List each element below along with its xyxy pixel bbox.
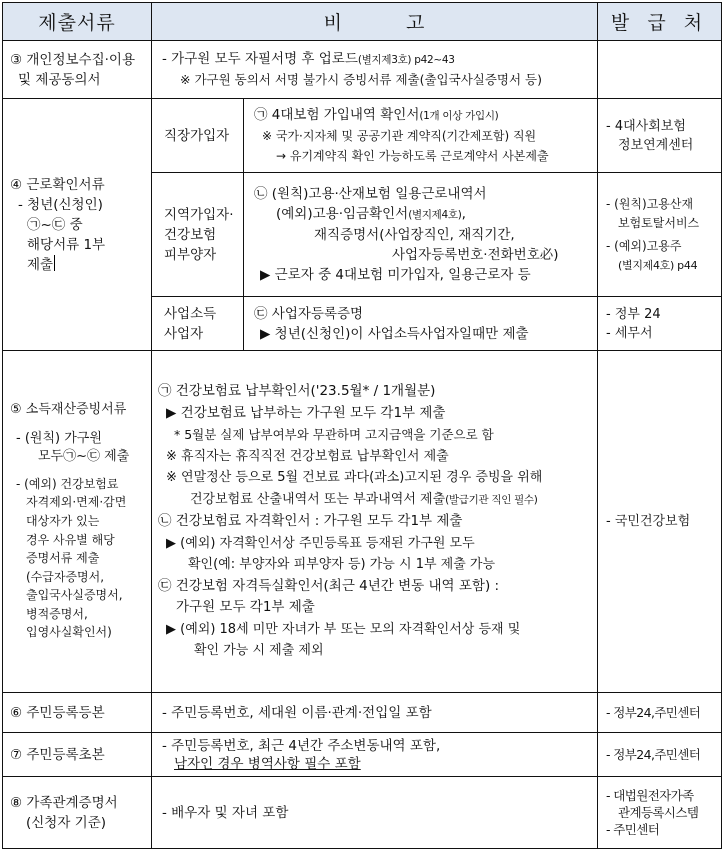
remark-line: ▶ (예외) 자격확인서상 주민등록표 등재된 가구원 모두 xyxy=(166,535,475,551)
issuer-line: - 대법원전자가족 xyxy=(606,788,694,803)
issuer-cell: - 정부24,주민센터 xyxy=(598,733,722,777)
doc-name-cont: (신청자 기준) xyxy=(26,814,107,831)
issuer-cell xyxy=(598,777,722,849)
category-cell xyxy=(152,173,244,297)
issuer-line: 보험토탈서비스 xyxy=(618,215,700,230)
remark-line: 재직증명서(사업장직인, 재직기간, xyxy=(314,227,515,243)
doc-exception: (수급자증명서, xyxy=(26,569,105,584)
remarks-cell xyxy=(244,99,598,173)
doc-name-cont: 및 제공동의서 xyxy=(18,71,101,88)
doc-cell xyxy=(3,41,152,99)
doc-exception: 입영사실확인서) xyxy=(26,625,112,640)
doc-exception: 자격제외·면제·감면 xyxy=(26,495,127,510)
category-label: 사업자 xyxy=(164,325,204,342)
remarks-cell xyxy=(244,297,598,351)
issuer-cell xyxy=(598,297,722,351)
remark-note: ※ 국가·지자체 및 공공기관 계약직(기간제포함) 직원 xyxy=(262,129,537,143)
issuer-line: - 정부 24 xyxy=(606,306,661,322)
issuer-line: (별지제4호) p44 xyxy=(618,258,698,272)
remark-line: ㉠ 4대보험 가입내역 확인서(1개 이상 가입시) xyxy=(254,107,499,123)
table-row-resident-register xyxy=(3,693,722,733)
category-label: 사업소득 xyxy=(164,305,217,322)
header-issuer: 발 급 처 xyxy=(598,3,722,41)
remark-line: ㉡ (원칙)고용·산재보험 일용근로내역서 xyxy=(254,186,487,202)
text-cursor xyxy=(54,255,55,271)
remark-line: ▶ (예외) 18세 미만 자녀가 부 또는 모의 자격확인서상 등재 및 xyxy=(166,621,521,637)
table-row-employment-sub1 xyxy=(3,99,722,173)
doc-principle: 모두㉠~㉢ 제출 xyxy=(38,449,130,465)
issuer-line: - 주민센터 xyxy=(606,822,660,837)
issuer-line: - 4대사회보험 xyxy=(606,118,686,134)
doc-name: ⑧ 가족관계증명서 xyxy=(10,794,118,811)
header-remarks: 비 고 xyxy=(152,3,598,41)
remark-line: 확인(예: 부양자와 피부양자 등) 가능 시 1부 제출 가능 xyxy=(188,557,496,573)
remark-line: 확인 가능 시 제출 제외 xyxy=(194,643,324,659)
doc-exception: - (예외) 건강보험료 xyxy=(16,476,119,491)
remark-heading: ㉡ 건강보험료 자격확인서 : 가구원 모두 각1부 제출 xyxy=(158,513,463,530)
doc-cell xyxy=(3,777,152,849)
header-row xyxy=(3,3,722,41)
issuer-line: - (예외)고용주 xyxy=(606,238,682,253)
category-label: 직장가입자 xyxy=(164,127,230,144)
remark-line: ▶ 근로자 중 4대보험 미가입자, 일용근로자 등 xyxy=(260,267,531,283)
remark-line: ㉢ 사업자등록증명 xyxy=(254,305,364,322)
remark-note: 건강보험료 산출내역서 또는 부과내역서 제출(발급기관 직인 필수) xyxy=(190,491,538,507)
category-cell xyxy=(152,99,244,173)
header-document: 제출서류 xyxy=(3,3,152,41)
remarks-cell: - 주민등록번호, 세대원 이름·관계·전입일 포함 xyxy=(152,693,598,733)
remark-line: 남자인 경우 병역사항 필수 포함 xyxy=(174,755,361,772)
doc-exception: 증명서류 제출 xyxy=(26,551,100,566)
doc-principle: - (원칙) 가구원 xyxy=(16,430,102,446)
remark-line: - 주민등록번호, 최근 4년간 주소변동내역 포함, xyxy=(162,737,441,754)
doc-exception: 대상자가 있는 xyxy=(26,513,100,528)
category-label: 건강보험 xyxy=(164,226,217,243)
remark-line: 사업자등록번호·전화번호必) xyxy=(392,247,559,263)
issuer-line: - (원칙)고용산재 xyxy=(606,196,694,211)
remark-line: 가구원 모두 각1부 제출 xyxy=(176,599,315,616)
remarks-cell xyxy=(244,173,598,297)
issuer-line: - 세무서 xyxy=(606,325,653,341)
issuer-cell xyxy=(598,41,722,99)
doc-exception: 경우 사유별 해당 xyxy=(26,532,115,547)
doc-sub: - 청년(신청인) xyxy=(18,196,103,213)
remark-line: (예외)고용·임금확인서(별지제4호), xyxy=(276,206,466,222)
remark-line: - 가구원 모두 자필서명 후 업로드(별지제3호) p42~43 xyxy=(162,51,455,67)
table-row-consent xyxy=(3,41,722,99)
remark-line: ▶ 건강보험료 납부하는 가구원 모두 각1부 제출 xyxy=(166,404,446,421)
required-documents-table xyxy=(2,2,722,849)
category-label: 지역가입자· xyxy=(164,206,234,223)
doc-cell: ⑥ 주민등록등본 xyxy=(3,693,152,733)
remark-note: * 5월분 실제 납부여부와 무관하며 고지금액을 기준으로 함 xyxy=(174,427,494,443)
doc-sub: ㉠~㉢ 중 xyxy=(27,216,83,233)
remarks-cell: - 배우자 및 자녀 포함 xyxy=(152,777,598,849)
table-row-family-relation xyxy=(3,777,722,849)
remark-note: ※ 휴직자는 휴직직전 건강보험료 납부확인서 제출 xyxy=(166,448,449,464)
doc-name: ③ 개인정보수집·이용 xyxy=(10,51,136,68)
remarks-cell xyxy=(152,41,598,99)
remarks-cell xyxy=(152,733,598,777)
issuer-cell: - 정부24,주민센터 xyxy=(598,693,722,733)
doc-sub: 제출 xyxy=(27,256,54,273)
doc-exception: 출입국사실증명서, xyxy=(26,588,123,603)
remark-note: → 유기계약직 확인 가능하도록 근로계약서 사본제출 xyxy=(276,149,549,163)
remark-heading: ㉠ 건강보험료 납부확인서('23.5월* / 1개월분) xyxy=(158,383,436,400)
issuer-line: 정보연계센터 xyxy=(618,137,694,153)
doc-cell: ⑦ 주민등록초본 xyxy=(3,733,152,777)
doc-name: ④ 근로확인서류 xyxy=(10,176,105,193)
remark-line: ▶ 청년(신청인)이 사업소득사업자일때만 제출 xyxy=(260,325,529,342)
issuer-cell xyxy=(598,173,722,297)
doc-cell xyxy=(3,99,152,351)
table-row-income-property xyxy=(3,351,722,693)
issuer-cell xyxy=(598,99,722,173)
remark-heading: ㉢ 건강보험 자격득실확인서(최근 4년간 변동 내역 포함) : xyxy=(158,577,500,594)
remark-note: ※ 연말정산 등으로 5월 건보료 과다(과소)고지된 경우 증빙을 위해 xyxy=(166,470,543,486)
issuer-cell: - 국민건강보험 xyxy=(598,351,722,693)
remark-note: ※ 가구원 동의서 서명 불가시 증빙서류 제출(출입국사실증명서 등) xyxy=(180,72,542,87)
category-label: 피부양자 xyxy=(164,246,217,263)
remarks-cell xyxy=(152,351,598,693)
doc-sub: 해당서류 1부 xyxy=(27,236,106,253)
table-row-resident-abstract xyxy=(3,733,722,777)
doc-exception: 병적증명서, xyxy=(26,606,88,621)
doc-cell xyxy=(3,351,152,693)
category-cell xyxy=(152,297,244,351)
doc-name: ⑤ 소득재산증빙서류 xyxy=(10,401,127,417)
issuer-line: 관계등록시스템 xyxy=(618,805,699,820)
